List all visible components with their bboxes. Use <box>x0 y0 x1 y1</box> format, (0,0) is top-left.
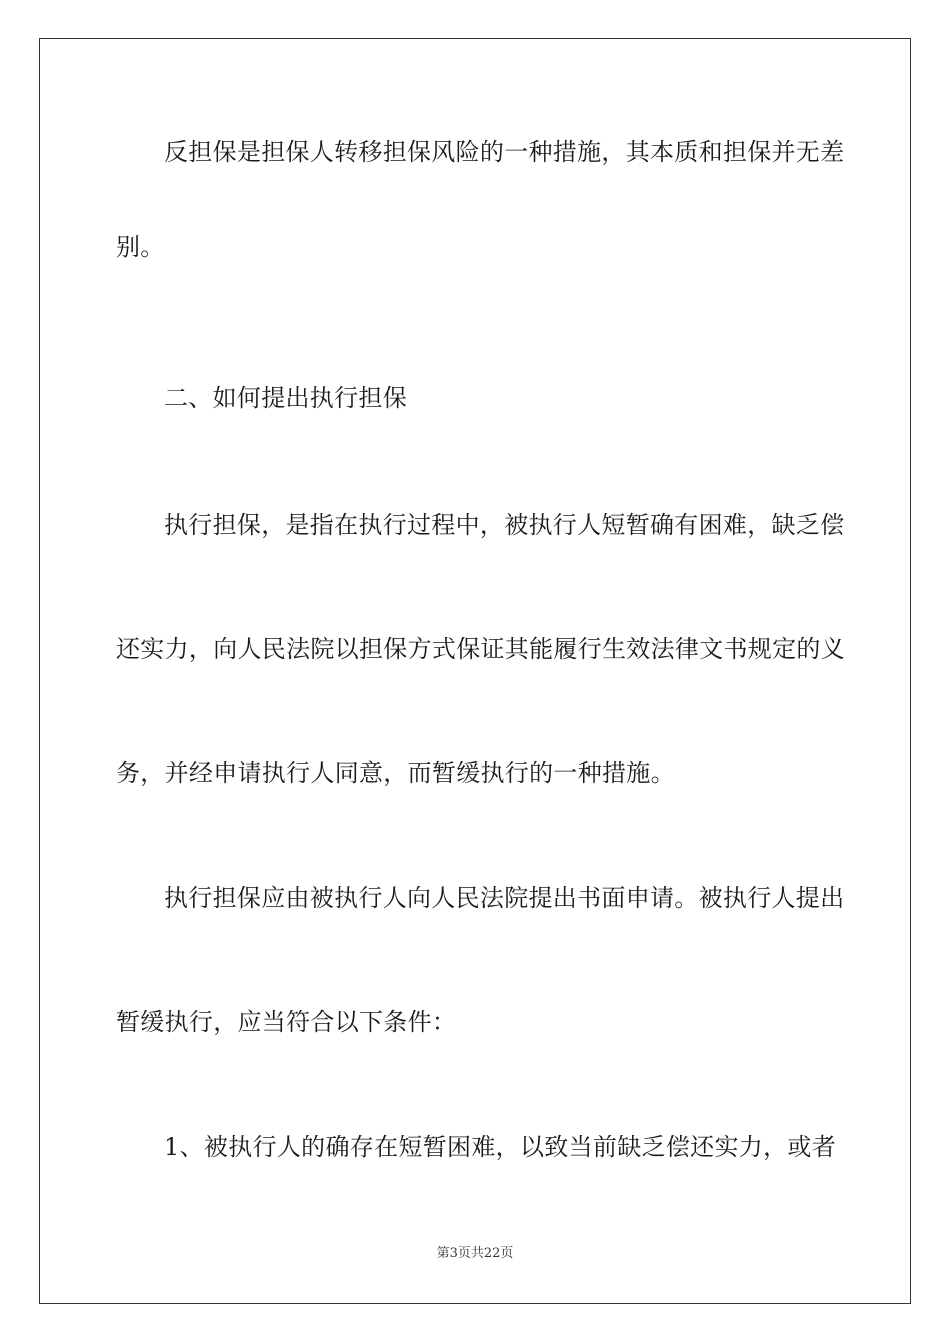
paragraph-line: 暂缓执行，应当符合以下条件： <box>116 1008 457 1036</box>
paragraph-line: 别。 <box>116 233 165 261</box>
section-heading: 二、如何提出执行担保 <box>164 384 407 412</box>
paragraph-line: 反担保是担保人转移担保风险的一种措施，其本质和担保并无差 <box>164 138 845 166</box>
paragraph-line: 执行担保应由被执行人向人民法院提出书面申请。被执行人提出 <box>164 884 845 912</box>
paragraph-line: 执行担保，是指在执行过程中，被执行人短暂确有困难，缺乏偿 <box>164 511 845 539</box>
page-total: 共22页 <box>470 1246 514 1261</box>
paragraph-line: 务，并经申请执行人同意，而暂缓执行的一种措施。 <box>116 759 675 787</box>
paragraph-line: 还实力，向人民法院以担保方式保证其能履行生效法律文书规定的义 <box>116 635 845 663</box>
page-footer <box>0 1242 950 1261</box>
list-item-line: 1、被执行人的确存在短暂困难，以致当前缺乏偿还实力，或者 <box>164 1133 836 1161</box>
page-number: 第3页 <box>436 1246 471 1261</box>
page-frame <box>39 38 911 1304</box>
